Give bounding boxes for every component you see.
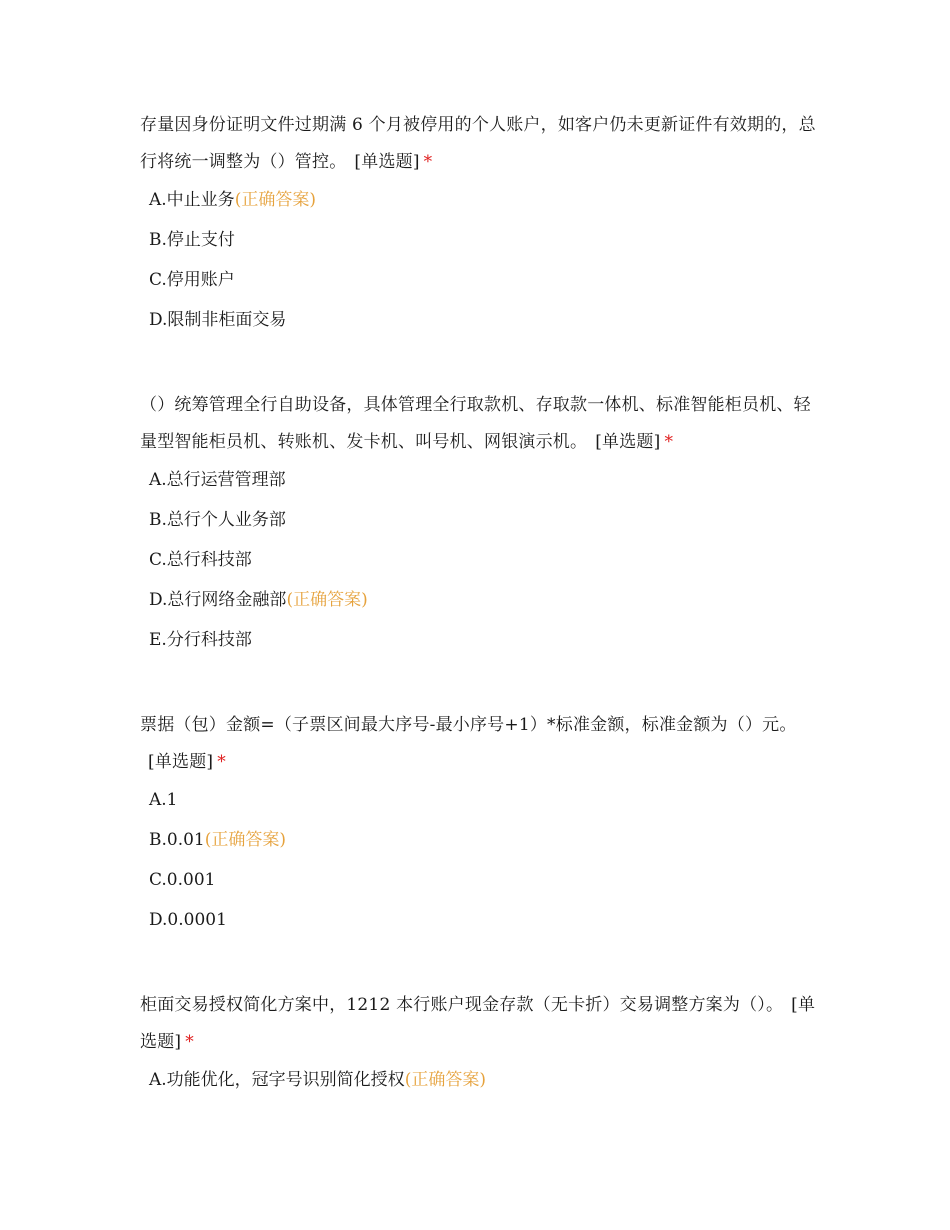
question-4 [140,987,820,1109]
option-label: B.总行个人业务部 [149,510,286,530]
correct-answer-tag: (正确答案) [234,190,316,210]
option-label: B.0.01 [149,830,205,850]
option-label: A.中止业务 [149,190,235,210]
option-d[interactable] [140,309,820,349]
question-text [140,107,820,181]
option-label: A.总行运营管理部 [149,470,286,490]
option-label: A.1 [149,790,178,810]
option-label: D.限制非柜面交易 [149,310,287,330]
question-stem: 存量因身份证明文件过期满 6 个月被停用的个人账户，如客户仍未更新证件有效期的，总行将统一调整为（）管控。 [140,115,816,172]
option-label: C.总行科技部 [149,550,252,570]
option-b[interactable] [140,229,820,269]
required-mark: * [217,752,226,772]
question-2 [140,387,820,669]
question-stem: 票据（包）金额=（子票区间最大序号-最小序号+1）*标准金额，标准金额为（）元。 [140,715,797,735]
option-label: B.停止支付 [149,230,235,250]
required-mark: * [185,1032,194,1052]
option-a[interactable] [140,789,820,829]
question-text [140,707,820,781]
option-label: C.0.001 [149,870,216,890]
option-d[interactable] [140,909,820,949]
option-c[interactable] [140,869,820,909]
option-b[interactable] [140,509,820,549]
correct-answer-tag: (正确答案) [404,1070,486,1090]
option-e[interactable] [140,629,820,669]
option-label: A.功能优化，冠字号识别简化授权 [149,1070,405,1090]
question-1 [140,107,820,349]
correct-answer-tag: (正确答案) [204,830,287,850]
question-text [140,987,820,1061]
option-c[interactable] [140,269,820,309]
option-list [140,189,820,349]
required-mark: * [423,152,433,172]
correct-answer-tag: (正确答案) [286,590,368,610]
option-a[interactable] [140,189,820,229]
question-type-tag: [单选题] [354,152,420,172]
option-list [140,469,820,669]
option-d[interactable] [140,589,820,629]
required-mark: * [664,432,674,452]
option-label: E.分行科技部 [149,630,252,650]
question-type-tag: [单选题] [148,752,214,772]
option-a[interactable] [140,1069,820,1109]
option-a[interactable] [140,469,820,509]
option-b[interactable] [140,829,820,869]
question-3 [140,707,820,949]
question-type-tag: [单选题] [140,995,816,1052]
option-label: D.0.0001 [149,910,227,930]
question-stem: 柜面交易授权简化方案中，1212 本行账户现金存款（无卡折）交易调整方案为（）。 [140,995,784,1015]
option-list [140,789,820,949]
option-label: C.停用账户 [149,270,235,290]
question-stem: （）统筹管理全行自助设备，具体管理全行取款机、存取款一体机、标准智能柜员机、轻量型智能柜员机、转账机、发卡机、叫号机、网银演示机。 [140,395,811,452]
question-type-tag: [单选题] [595,432,661,452]
option-c[interactable] [140,549,820,589]
option-label: D.总行网络金融部 [149,590,287,610]
option-list [140,1069,820,1109]
question-text [140,387,820,461]
